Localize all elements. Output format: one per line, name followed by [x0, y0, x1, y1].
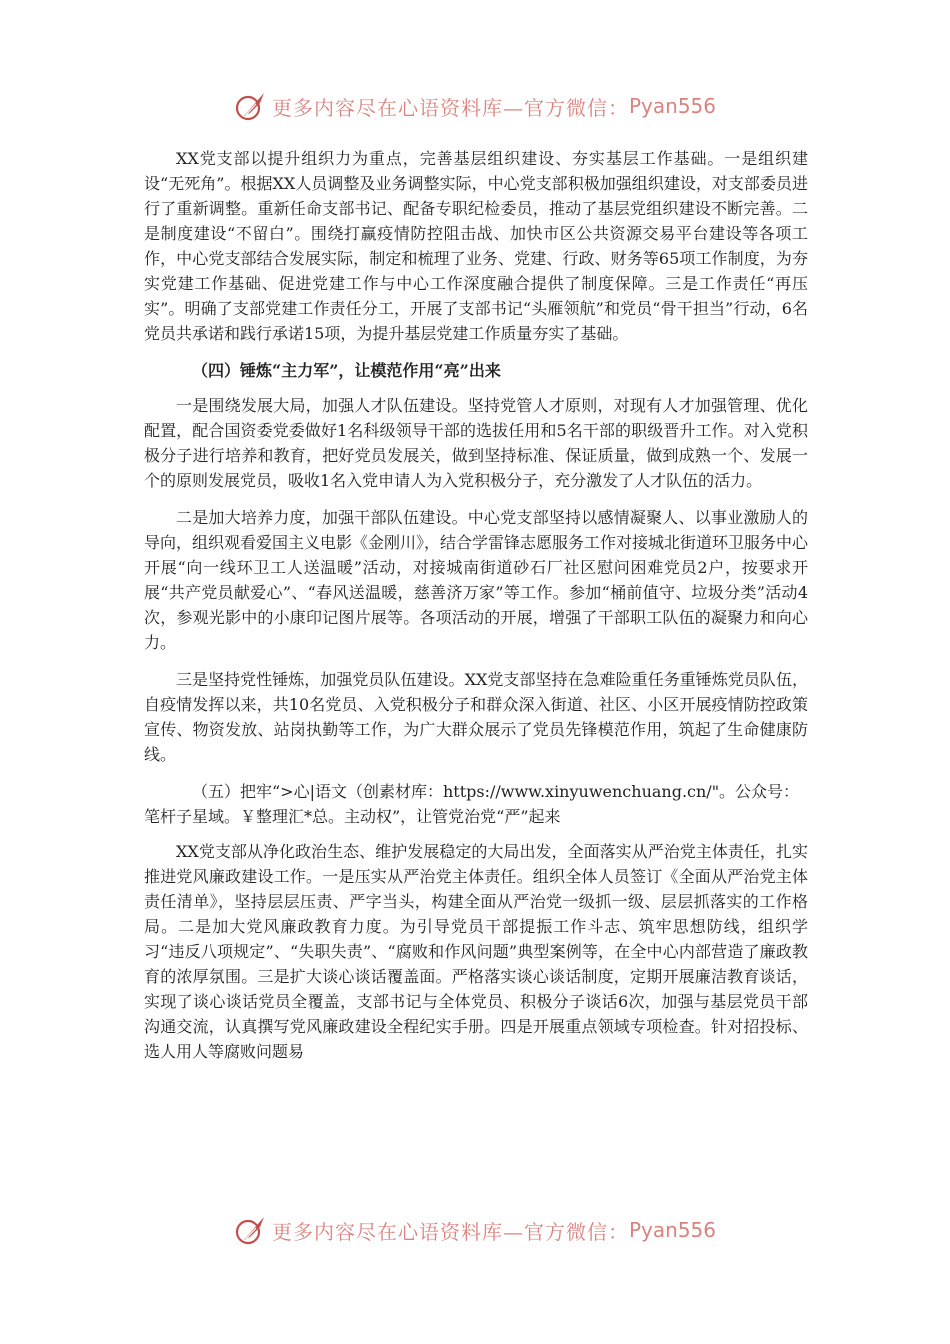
- document-body: [144, 146, 808, 1064]
- banner-wechat-id: Pyan556: [628, 94, 716, 118]
- paragraph-organization: XX党支部以提升组织力为重点，完善基层组织建设、夯实基层工作基础。一是组织建设“无死角”。根据XX人员调整及业务调整实际，中心党支部积极加强组织建设，对支部委员进行了重新调整。重新任命支部书记、配备专职纪检委员，推动了基层党组织建设不断完善。二是制度建设“不留白”。围绕打赢疫情防控阻击战、加快市区公共资源交易平台建设等各项工作，中心党支部结合发展实际，制定和梳理了业务、党建、行政、财务等65项工作制度，为夯实党建工作基础、促进党建工作与中心工作深度融合提供了制度保障。三是工作责任“再压实”。明确了支部党建工作责任分工，开展了支部书记“头雁领航”和党员“骨干担当”行动，6名党员共承诺和践行承诺15项，为提升基层党建工作质量夯实了基础。: [144, 149, 808, 343]
- paragraph-talent: 一是围绕发展大局，加强人才队伍建设。坚持党管人才原则，对现有人才加强管理、优化配置，配合国资委党委做好1名科级领导干部的选拔任用和5名干部的职级晋升工作。对入党积极分子进行培养和教育，把好党员发展关，做到坚持标准、保证质量，做到成熟一个、发展一个的原则发展党员，吸收1名入党申请人为入党积极分子，充分激发了人才队伍的活力。: [144, 396, 808, 490]
- paragraph-party-members: 三是坚持党性锤炼，加强党员队伍建设。XX党支部坚持在急难险重任务重锤炼党员队伍，自疫情发挥以来，共10名党员、入党积极分子和群众深入街道、社区、小区开展疫情防控政策宣传、物资发放、站岗执勤等工作，为广大群众展示了党员先锋模范作用，筑起了生命健康防线。: [144, 670, 808, 764]
- quill-pen-icon: [234, 1213, 268, 1247]
- section-heading-five: （五）把牢“>心|语文（创素材库：https://www.xinyuwenchuang.cn/"。公众号：笔杆子星域。￥整理汇*总。主动权”，让管党治党“严”起来: [144, 782, 800, 826]
- banner-text: 更多内容尽在心语资料库—官方微信：: [271, 95, 629, 120]
- header-watermark-banner: [0, 86, 950, 126]
- banner-wechat-id: Pyan556: [628, 1218, 716, 1242]
- quill-pen-icon: [234, 89, 268, 123]
- paragraph-discipline: XX党支部从净化政治生态、维护发展稳定的大局出发，全面落实从严治党主体责任，扎实推进党风廉政建设工作。一是压实从严治党主体责任。组织全体人员签订《全面从严治党主体责任清单》，坚持层层压责、严字当头，构建全面从严治党一级抓一级、层层抓落实的工作格局。二是加大党风廉政教育力度。为引导党员干部提振工作斗志、筑牢思想防线，组织学习“违反八项规定”、“失职失责”、“腐败和作风问题”典型案例等，在全中心内部营造了廉政教育的浓厚氛围。三是扩大谈心谈话覆盖面。严格落实谈心谈话制度，定期开展廉洁教育谈话，实现了谈心谈话党员全覆盖，支部书记与全体党员、积极分子谈话6次，加强与基层党员干部沟通交流，认真撰写党风廉政建设全程纪实手册。四是开展重点领域专项检查。针对招投标、选人用人等腐败问题易: [144, 842, 808, 1061]
- footer-watermark-banner: [0, 1210, 950, 1250]
- section-heading-four: （四）锤炼“主力军”，让模范作用“亮”出来: [192, 361, 501, 380]
- paragraph-cadre: 二是加大培养力度，加强干部队伍建设。中心党支部坚持以感情凝聚人、以事业激励人的导向，组织观看爱国主义电影《金刚川》，结合学雷锋志愿服务工作对接城北街道环卫服务中心开展“向一线环卫工人送温暖”活动，对接城南街道砂石厂社区慰问困难党员2户，按要求开展“共产党员献爱心”、“春风送温暖，慈善济万家”等工作。参加“桶前值守、垃圾分类”活动4次，参观光影中的小康印记图片展等。各项活动的开展，增强了干部职工队伍的凝聚力和向心力。: [144, 508, 809, 652]
- banner-text: 更多内容尽在心语资料库—官方微信：: [271, 1219, 629, 1244]
